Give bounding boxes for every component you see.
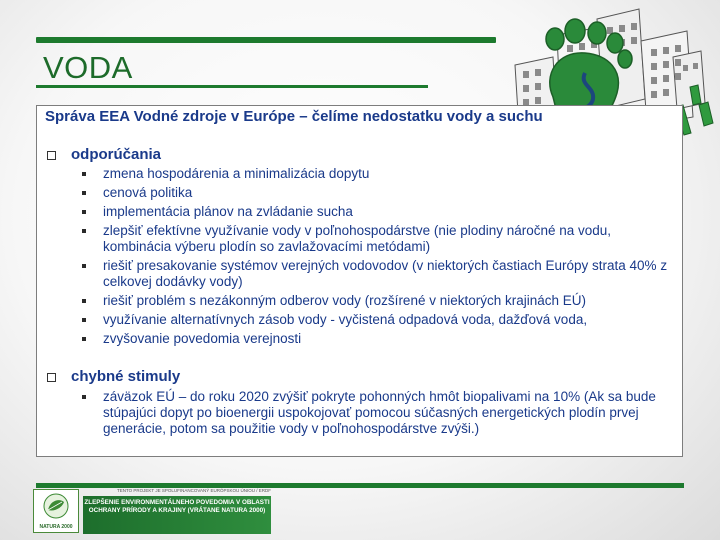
project-title-line-2: OCHRANY PRÍRODY A KRAJINY (VRÁTANE NATURA 2000) [88,506,266,514]
project-banner [31,487,271,537]
section-heading-recommendations: odporúčania [71,146,162,163]
section-bullet-icon [47,373,56,382]
project-title-line-1: ZLEPŠENIE ENVIRONMENTÁLNEHO POVEDOMIA V OBLASTI [84,499,270,506]
cofinancing-note: TENTO PROJEKT JE SPOLUFINANCOVANÝ EURÓPSKOU ÚNIOU / ERDF [117,488,272,493]
logo-label: NATURA 2000 [39,524,73,530]
content-panel [36,105,683,457]
list-item: zmena hospodárenia a minimalizácia dopytu [103,166,681,182]
list-item: záväzok EÚ – do roku 2020 zvýšiť pokryte pohonných hmôt biopalivami na 10% (Ak sa bude stúpajúci dopyt po bioenergii uspokojovať pomocou súčasných energetických plodín prvej generácie, potom sa použitie vody v poľnohospodárstve zvýši.) [103,389,681,437]
title-underline [36,85,428,88]
top-accent-bar [36,37,496,43]
slide-title: VODA [43,50,133,85]
section-heading-bad-incentives: chybné stimuly [71,368,181,385]
list-item: využívanie alternatívnych zásob vody - vyčistená odpadová voda, dažďová voda, [103,312,681,328]
natura-leaf-icon [34,490,78,524]
list-item: cenová politika [103,185,681,201]
list-item: riešiť presakovanie systémov verejných vodovodov (v niektorých častiach Európy strata 40% z celkovej dodávky vody) [103,258,681,290]
section-bullet-icon [47,151,56,160]
report-subtitle: Správa EEA Vodné zdroje v Európe – čelíme nedostatku vody a suchu [45,108,543,125]
list-item: implementácia plánov na zvládanie sucha [103,204,681,220]
list-item: zvyšovanie povedomia verejnosti [103,331,681,347]
project-title-box [83,496,271,534]
list-item: zlepšiť efektívne využívanie vody v poľnohospodárstve (nie plodiny náročné na vodu, kombinácia výberu plodín so zavlažovacími metódami) [103,223,681,255]
list-item: riešiť problém s nezákonným odberov vody (rozšírené v niektorých krajinách EÚ) [103,293,681,309]
natura-2000-logo [33,489,79,533]
